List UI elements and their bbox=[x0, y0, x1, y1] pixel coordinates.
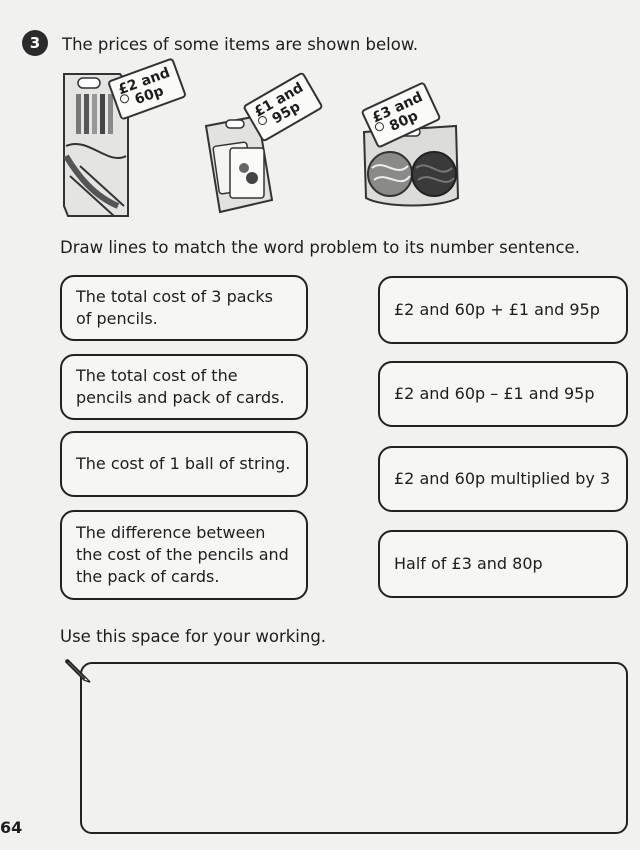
word-problem-text: The difference between the cost of the pencils and the pack of cards. bbox=[76, 523, 289, 586]
instruction-text: Draw lines to match the word problem to its number sentence. bbox=[60, 238, 580, 257]
working-prompt: Use this space for your working. bbox=[60, 627, 327, 646]
number-sentence-box[interactable] bbox=[378, 361, 628, 427]
question-number-badge bbox=[22, 30, 48, 56]
number-sentence-box[interactable] bbox=[378, 530, 628, 598]
question-intro: The prices of some items are shown below. bbox=[62, 35, 419, 54]
number-sentence-box[interactable] bbox=[378, 446, 628, 512]
price-tag-string: £3 and 80p bbox=[360, 81, 441, 149]
question-number: 3 bbox=[29, 34, 41, 52]
word-problem-box[interactable] bbox=[60, 275, 308, 341]
number-sentence-box[interactable] bbox=[378, 276, 628, 344]
number-sentence-text: Half of £3 and 80p bbox=[394, 554, 543, 573]
number-sentence-text: £2 and 60p + £1 and 95p bbox=[394, 300, 600, 319]
price-tag-pencils: £2 and 60p bbox=[107, 57, 187, 120]
word-problem-box[interactable] bbox=[60, 354, 308, 420]
word-problem-box[interactable] bbox=[60, 431, 308, 497]
word-problem-text: The total cost of 3 packs of pencils. bbox=[76, 287, 273, 328]
page-number: 64 bbox=[0, 818, 23, 837]
pencil-icon bbox=[64, 654, 94, 684]
number-sentence-text: £2 and 60p – £1 and 95p bbox=[394, 384, 595, 403]
price-tag-cards: £1 and 95p bbox=[242, 71, 323, 142]
word-problem-box[interactable] bbox=[60, 510, 308, 600]
working-area[interactable] bbox=[80, 662, 628, 834]
word-problem-text: The total cost of the pencils and pack of cards. bbox=[76, 366, 285, 407]
number-sentence-text: £2 and 60p multiplied by 3 bbox=[394, 469, 611, 488]
word-problem-text: The cost of 1 ball of string. bbox=[76, 454, 291, 473]
